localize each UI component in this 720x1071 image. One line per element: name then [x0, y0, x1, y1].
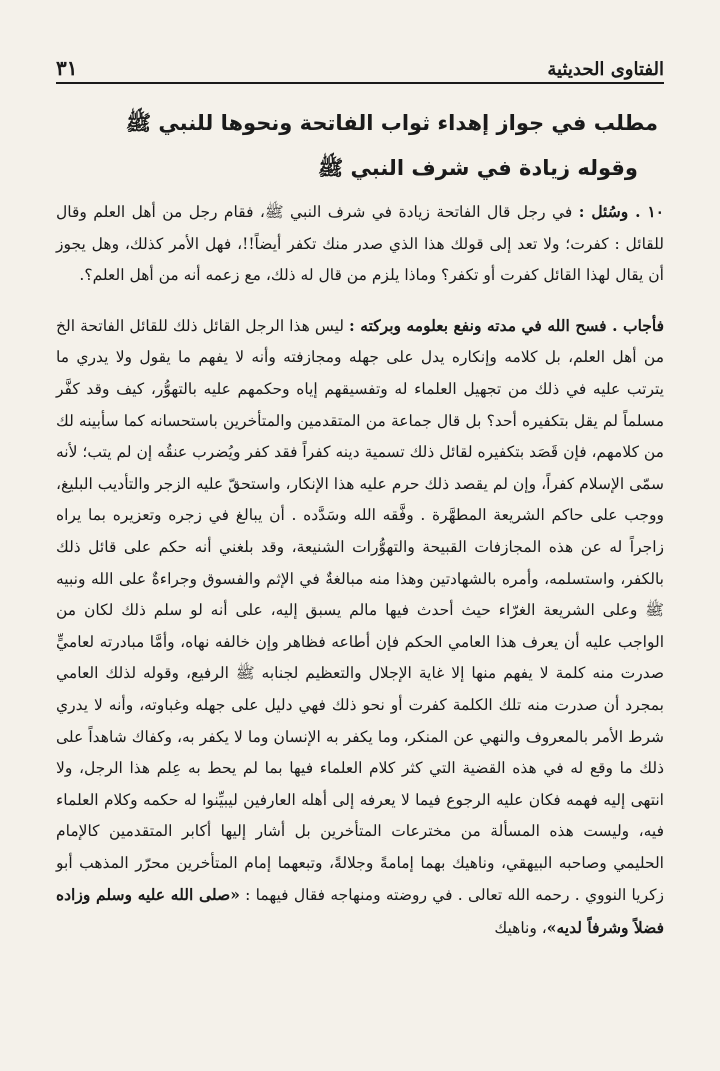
answer-lead: فأجاب . فسح الله في مدته ونفع بعلومه وبركته : — [349, 315, 665, 335]
answer-paragraph — [56, 310, 664, 945]
question-number: ١٠ . وسُئل : — [578, 202, 664, 221]
book-title: الفتاوى الحديثية — [547, 59, 664, 80]
question-paragraph — [56, 196, 664, 292]
section-headings — [56, 110, 664, 201]
page-number: ٣١ — [56, 56, 78, 80]
answer-text: ليس هذا الرجل القائل ذلك للقائل الفاتحة الخ من أهل العلم، بل كلامه وإنكاره يدل على جهله ومجازفته وأنه لا يفهم ما يقول ولا يدري ما يترتب عليه في ذلك من تجهيل العلماء له وتفسيقهم إياه وحكمهم عليه بالتهوُّر، كيف وقد كفَّر مسلماً لم يقل بتكفيره أحد؟ بل قال جماعة من المتقدمين والمتأخرين باستحسانه كما سأبينه لك من كلامهم، فإن قَصَد بتكفيره لقائل ذلك تسمية دينه كفراً فقد كفر ويُضرب عنقُه إن لم يتب؛ لأنه سمّى الإسلام كفراً، وإن لم يقصد ذلك حرم عليه هذا الإنكار، واستحقّ عليه الزجر والتأديب البليغ، ووجب على حاكم الشريعة المطهَّرة . وفَّقه الله وسَدَّده . أن يبالغ في زجره وتعزيره بما يراه زاجراً له عن هذه المجازفات القبيحة والتهوُّرات الشنيعة، وقد بلغني أنه حكم على قائل ذلك بالكفر، واستسلمه، وأمره بالشهادتين وهذا منه مبالغةٌ في الإثم والفسوق وجراءةٌ على الله ونبيه ﷺ وعلى الشريعة الغرّاء حيث أحدث فيها مالم يسبق إليه، على أنه لو سلم ذلك لكان من الواجب عليه أن يعرف هذا العامي الحكم فإن أطاعه فظاهر وإن خالفه نهاه، وأمَّا مبادرته لعاميٍّ صدرت منه كلمة لا يفهم منها إلا غاية الإجلال والتعظيم لجنابه ﷺ الرفيع، وقوله لذلك العامي بمجرد أن صدرت منه تلك الكلمة كفرت أو نحو ذلك فهي دليل على جهله وغباوته، وأنه لا يدري شرط الأمر بالمعروف والنهي عن المنكر، وما يكفر به الإنسان وما لا يكفر به، وكفاك شاهداً على ذلك ما وقع له في هذه القضية التي كثر كلام العلماء فيها بما لم يحط به عِلم هذا الرجل، ولا انتهى إليه فهمه فكان عليه الرجوع فيما لا يعرفه إلى أهله العارفين ليبيِّنوا له حكمه وكلام العلماء فيه، وليست هذه المسألة من مخترعات المتأخرين بل أشار إليها أكابر المتقدمين كالإمام الحليمي وصاحبه البيهقي، وناهيك بهما إمامةً وجلالةً، وتبعهما إمام المتأخرين محرّر المذهب أبو زكريا النووي . رحمه الله تعالى . في روضته ومنهاجه فقال فيهما : — [56, 316, 664, 905]
answer-text-end: ، وناهيك — [494, 919, 547, 938]
running-header — [56, 46, 664, 84]
section-heading-line-1: مطلب في جواز إهداء ثواب الفاتحة ونحوها للنبي ﷺ — [125, 111, 658, 135]
section-heading-line-2: وقوله زيادة في شرف النبي ﷺ — [317, 156, 638, 181]
question-text: في رجل قال الفاتحة زيادة في شرف النبي ﷺ، فقام رجل من أهل العلم وقال للقائل : كفرت؛ ولا تعد إلى قولك هذا الذي صدر منك تكفر أيضاً!!، فهل الأمر كذلك، وهل يجوز أن يقال لهذا القائل كفرت أو تكفر؟ وماذا يلزم من قال له ذلك، مع زعمه أنه من أهل العلم؟. — [56, 203, 664, 285]
body-text — [56, 196, 664, 963]
answer-quote: «صلى الله عليه وسلم وزاده فضلاً وشرفاً لديه» — [56, 885, 664, 938]
